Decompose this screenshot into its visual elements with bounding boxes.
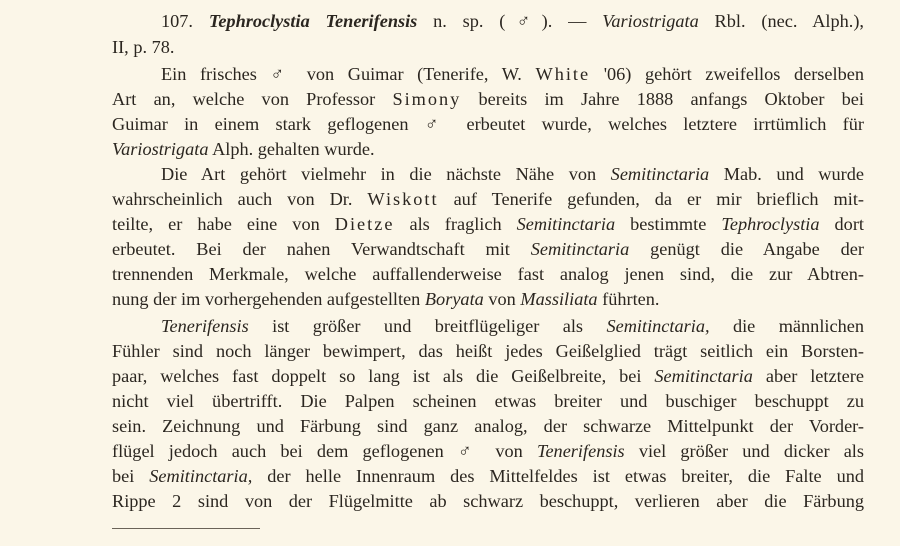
paragraph-2-line-5: trennenden Merkmale, welche auffallenderweise fast analog jenen sind, die zur Abtren- bbox=[112, 264, 864, 284]
synonym-authority: Rbl. (nec. Alph.), bbox=[698, 11, 864, 31]
taxon-name: Tephroclystia bbox=[721, 214, 820, 234]
paragraph-3-line-5: sein. Zeichnung und Färbung sind ganz analog, der schwarze Mittelpunkt der Vorder- bbox=[112, 416, 864, 436]
taxon-name: Semitinctaria bbox=[610, 164, 710, 184]
paragraph-2-line-2 bbox=[112, 187, 864, 211]
paragraph-2-line-3 bbox=[112, 212, 864, 236]
genus-name: Tephroclystia bbox=[208, 11, 310, 31]
text-span: teilte, er habe eine von bbox=[112, 214, 335, 234]
entry-number: 107. bbox=[161, 11, 193, 31]
text-span: die männlichen bbox=[709, 316, 864, 336]
male-symbol-icon: ♂ bbox=[457, 441, 482, 461]
paragraph-3-line-1 bbox=[161, 314, 864, 338]
paragraph-3-line-8: Rippe 2 sind von der Flügelmitte ab schwarz beschuppt, verlieren aber die Färbung bbox=[112, 491, 864, 511]
paragraph-3-line-4: nicht viel übertrifft. Die Palpen scheinen etwas breiter und buschiger beschuppt zu bbox=[112, 391, 864, 411]
text-span: genügt die Angabe der bbox=[629, 239, 864, 259]
text-span: führten. bbox=[597, 289, 660, 309]
text-span: der helle Innenraum des Mittelfeldes ist etwas breiter, die Falte und bbox=[252, 466, 865, 486]
paragraph-1-line-2 bbox=[112, 87, 864, 111]
paragraph-2-line-1 bbox=[161, 162, 864, 186]
taxon-name: Tenerifensis bbox=[536, 441, 625, 461]
text-span: flügel jedoch auch bei dem geflogenen bbox=[112, 441, 458, 461]
taxon-name: Semitinctaria bbox=[654, 366, 753, 386]
text-span: bestimmte bbox=[615, 214, 722, 234]
text-span: Guimar in einem stark geflogenen bbox=[112, 114, 425, 134]
taxon-name: Massiliata bbox=[520, 289, 598, 309]
taxon-name: Variostrigata bbox=[112, 139, 209, 159]
text-span: auf Tenerife gefunden, da er mir brieflich mit- bbox=[438, 189, 864, 209]
male-symbol-icon: ♂ bbox=[424, 114, 451, 134]
text-span: als fraglich bbox=[394, 214, 517, 234]
text-span: ist größer und breitflügeliger als bbox=[248, 316, 607, 336]
paragraph-1-line-1 bbox=[161, 62, 864, 86]
person-name: Dietze bbox=[334, 214, 395, 234]
paragraph-3-line-6 bbox=[112, 439, 864, 463]
heading-dash: ). — bbox=[541, 11, 603, 31]
text-span: wahrscheinlich auch von Dr. bbox=[112, 189, 368, 209]
person-name: Wiskott bbox=[367, 189, 439, 209]
male-symbol-icon: ♂ bbox=[270, 64, 294, 84]
paragraph-2-line-4 bbox=[112, 237, 864, 261]
text-span: viel größer und dicker als bbox=[624, 441, 865, 461]
text-span: Ein frisches bbox=[161, 64, 271, 84]
entry-heading bbox=[161, 9, 864, 33]
text-span: nung der im vorhergehenden aufgestellten bbox=[112, 289, 425, 309]
text-span: erbeutet. Bei der nahen Verwandtschaft mit bbox=[112, 239, 531, 259]
taxon-name: Tenerifensis bbox=[161, 316, 249, 336]
synonym-name: Variostrigata bbox=[602, 11, 699, 31]
text-span: von bbox=[483, 289, 521, 309]
text-span: aber letztere bbox=[752, 366, 864, 386]
new-species-note: n. sp. ( bbox=[417, 11, 506, 31]
taxon-name: Semitinctaria bbox=[516, 214, 616, 234]
text-span: bei bbox=[112, 466, 150, 486]
text-span: '06) gehört zweifellos derselben bbox=[590, 64, 864, 84]
paragraph-3-line-2: Fühler sind noch länger bewimpert, das heißt jedes Geißelglied trägt seitlich ein Borsten- bbox=[112, 341, 864, 361]
text-span: Alph. gehalten wurde. bbox=[208, 139, 375, 159]
taxon-name: Semitinctaria bbox=[530, 239, 630, 259]
footnote-rule bbox=[112, 528, 260, 529]
text-span: Die Art gehört vielmehr in die nächste Nähe von bbox=[161, 164, 611, 184]
paragraph-1-line-3 bbox=[112, 112, 864, 136]
text-span: erbeutet wurde, welches letztere irrtümlich für bbox=[450, 114, 864, 134]
text-span: von Guimar (Tenerife, W. bbox=[293, 64, 536, 84]
text-span: paar, welches fast doppelt so lang ist als die Geißelbreite, bei bbox=[112, 366, 655, 386]
text-span: dort bbox=[819, 214, 864, 234]
species-name: Tenerifensis bbox=[325, 11, 418, 31]
text-span: von bbox=[481, 441, 537, 461]
text-span: bereits im Jahre 1888 anfangs Oktober bei bbox=[461, 89, 864, 109]
text-span: Art an, welche von Professor bbox=[112, 89, 393, 109]
entry-reference: II, p. 78. bbox=[112, 37, 175, 57]
collector-name: White bbox=[535, 64, 591, 84]
paragraph-2-line-6 bbox=[112, 287, 864, 311]
taxon-name: Semitinctaria, bbox=[149, 466, 253, 486]
paragraph-3-line-7 bbox=[112, 464, 864, 488]
text-span: Mab. und wurde bbox=[709, 164, 864, 184]
male-symbol-icon: ♂ bbox=[505, 11, 542, 31]
person-name: Simony bbox=[392, 89, 462, 109]
paragraph-3-line-3 bbox=[112, 364, 864, 388]
taxon-name: Semitinctaria, bbox=[606, 316, 710, 336]
taxon-name: Boryata bbox=[424, 289, 484, 309]
paragraph-1-line-4 bbox=[112, 137, 864, 161]
